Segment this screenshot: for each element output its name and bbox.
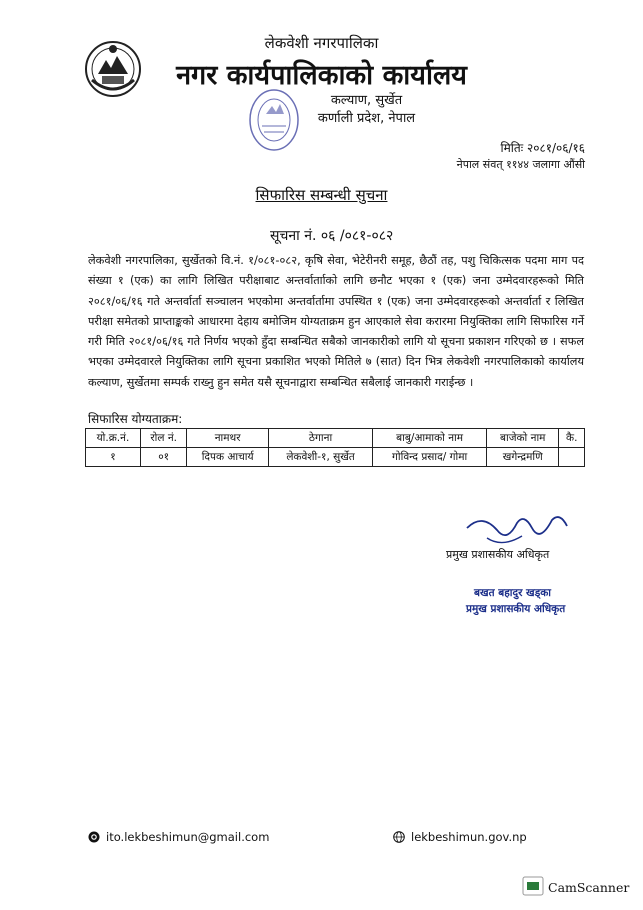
camscanner-watermark: CamScanner bbox=[548, 880, 630, 895]
cell-name: दिपक आचार्य bbox=[187, 448, 268, 467]
col-header-roll: रोल नं. bbox=[140, 429, 187, 448]
table-row bbox=[86, 448, 585, 467]
col-header-parents: बाबु/आमाको नाम bbox=[373, 429, 487, 448]
col-header-address: ठेगाना bbox=[268, 429, 372, 448]
notice-title: सिफारिस सम्बन्धी सुचना bbox=[255, 186, 388, 204]
email-text: ito.lekbeshimun@gmail.com bbox=[106, 830, 270, 844]
notice-number: सूचना नं. ०६ /०८१-०८२ bbox=[270, 228, 394, 244]
footer-email bbox=[88, 830, 269, 844]
signatory-title: प्रमुख प्रशासकीय अधिकृत bbox=[466, 603, 566, 615]
cell-serial: १ bbox=[86, 448, 141, 467]
cell-remarks bbox=[559, 448, 585, 467]
signatory-role: प्रमुख प्रशासकीय अधिकृत bbox=[446, 548, 550, 561]
email-icon bbox=[88, 831, 100, 843]
municipality-name: लेकवेशी नगरपालिका bbox=[264, 34, 379, 52]
cell-parents: गोविन्द प्रसाद/ गोमा bbox=[373, 448, 487, 467]
camscanner-logo-icon bbox=[522, 876, 544, 896]
notice-date: मितिः २०८१/०६/१६ bbox=[500, 141, 585, 155]
website-text: lekbeshimun.gov.np bbox=[411, 830, 527, 844]
col-header-name: नामथर bbox=[187, 429, 268, 448]
nepal-samvat-date: नेपाल संवत् ११४४ जलागा औंसी bbox=[456, 158, 585, 171]
cell-address: लेकवेशी-१, सुर्खेत bbox=[268, 448, 372, 467]
table-label: सिफारिस योग्यताक्रम: bbox=[88, 412, 183, 426]
recommendation-table bbox=[85, 428, 585, 467]
col-header-remarks: कै. bbox=[559, 429, 585, 448]
table-header-row bbox=[86, 429, 585, 448]
cell-roll: ०१ bbox=[140, 448, 187, 467]
office-title: नगर कार्यपालिकाको कार्यालय bbox=[176, 60, 467, 91]
address-line-1: कल्याण, सुर्खेत bbox=[330, 93, 403, 108]
globe-icon bbox=[393, 831, 405, 843]
footer-website bbox=[393, 830, 527, 844]
cell-grandfather: खगेन्द्रमणि bbox=[486, 448, 559, 467]
notice-body: लेकवेशी नगरपालिका, सुर्खेतको वि.नं. १/०८१-०८२, कृषि सेवा, भेटेरीनरी समूह, छैठौं तह, पशु चिकित्सक पदमा माग पद संख्या १ (एक) का लागि लिखित परीक्षाबाट अन्तर्वार्तााको लागि छनौट भएका १ (एक) जना उम्मेदवारहरूको मिति २०८१/०६/१६ गते अन्तर्वार्ता सञ्चालन भएकोमा अन्तर्वार्तामा उपस्थित १ (एक) जना उम्मेदवारहरूको अन्तर्वार्ता र लिखित परीक्षा समेतको प्राप्ताङ्कको आधारमा देहाय बमोजिम योग्यताक्रम हुन आएकाले सेवा करारमा नियुक्तिका लागि सिफारिस गर्ने गरी मिति २०८१/०६/१६ गते निर्णय भएको हुँदा सम्बन्धित सबैको जानकारीको लागि यो सूचना प्रकाशन गरिएको छ । सफल भएका उम्मेदवारले नियुक्तिका लागि सूचना प्रकाशित भएको मितिले ७ (सात) दिन भित्र लेकवेशी नगरपालिकाको कार्यालय कल्याण, सुर्खेतमा सम्पर्क राख्नु हुन समेत यसै सूचनाद्वारा सम्बन्धित सबैलाई जानकारी गराईन्छ । bbox=[88, 254, 584, 389]
address-line-2: कर्णाली प्रदेश, नेपाल bbox=[317, 111, 416, 126]
col-header-serial: यो.क्र.नं. bbox=[86, 429, 141, 448]
signatory-name: बखत बहादुर खड्का bbox=[474, 587, 552, 599]
col-header-grandfather: बाजेको नाम bbox=[486, 429, 559, 448]
